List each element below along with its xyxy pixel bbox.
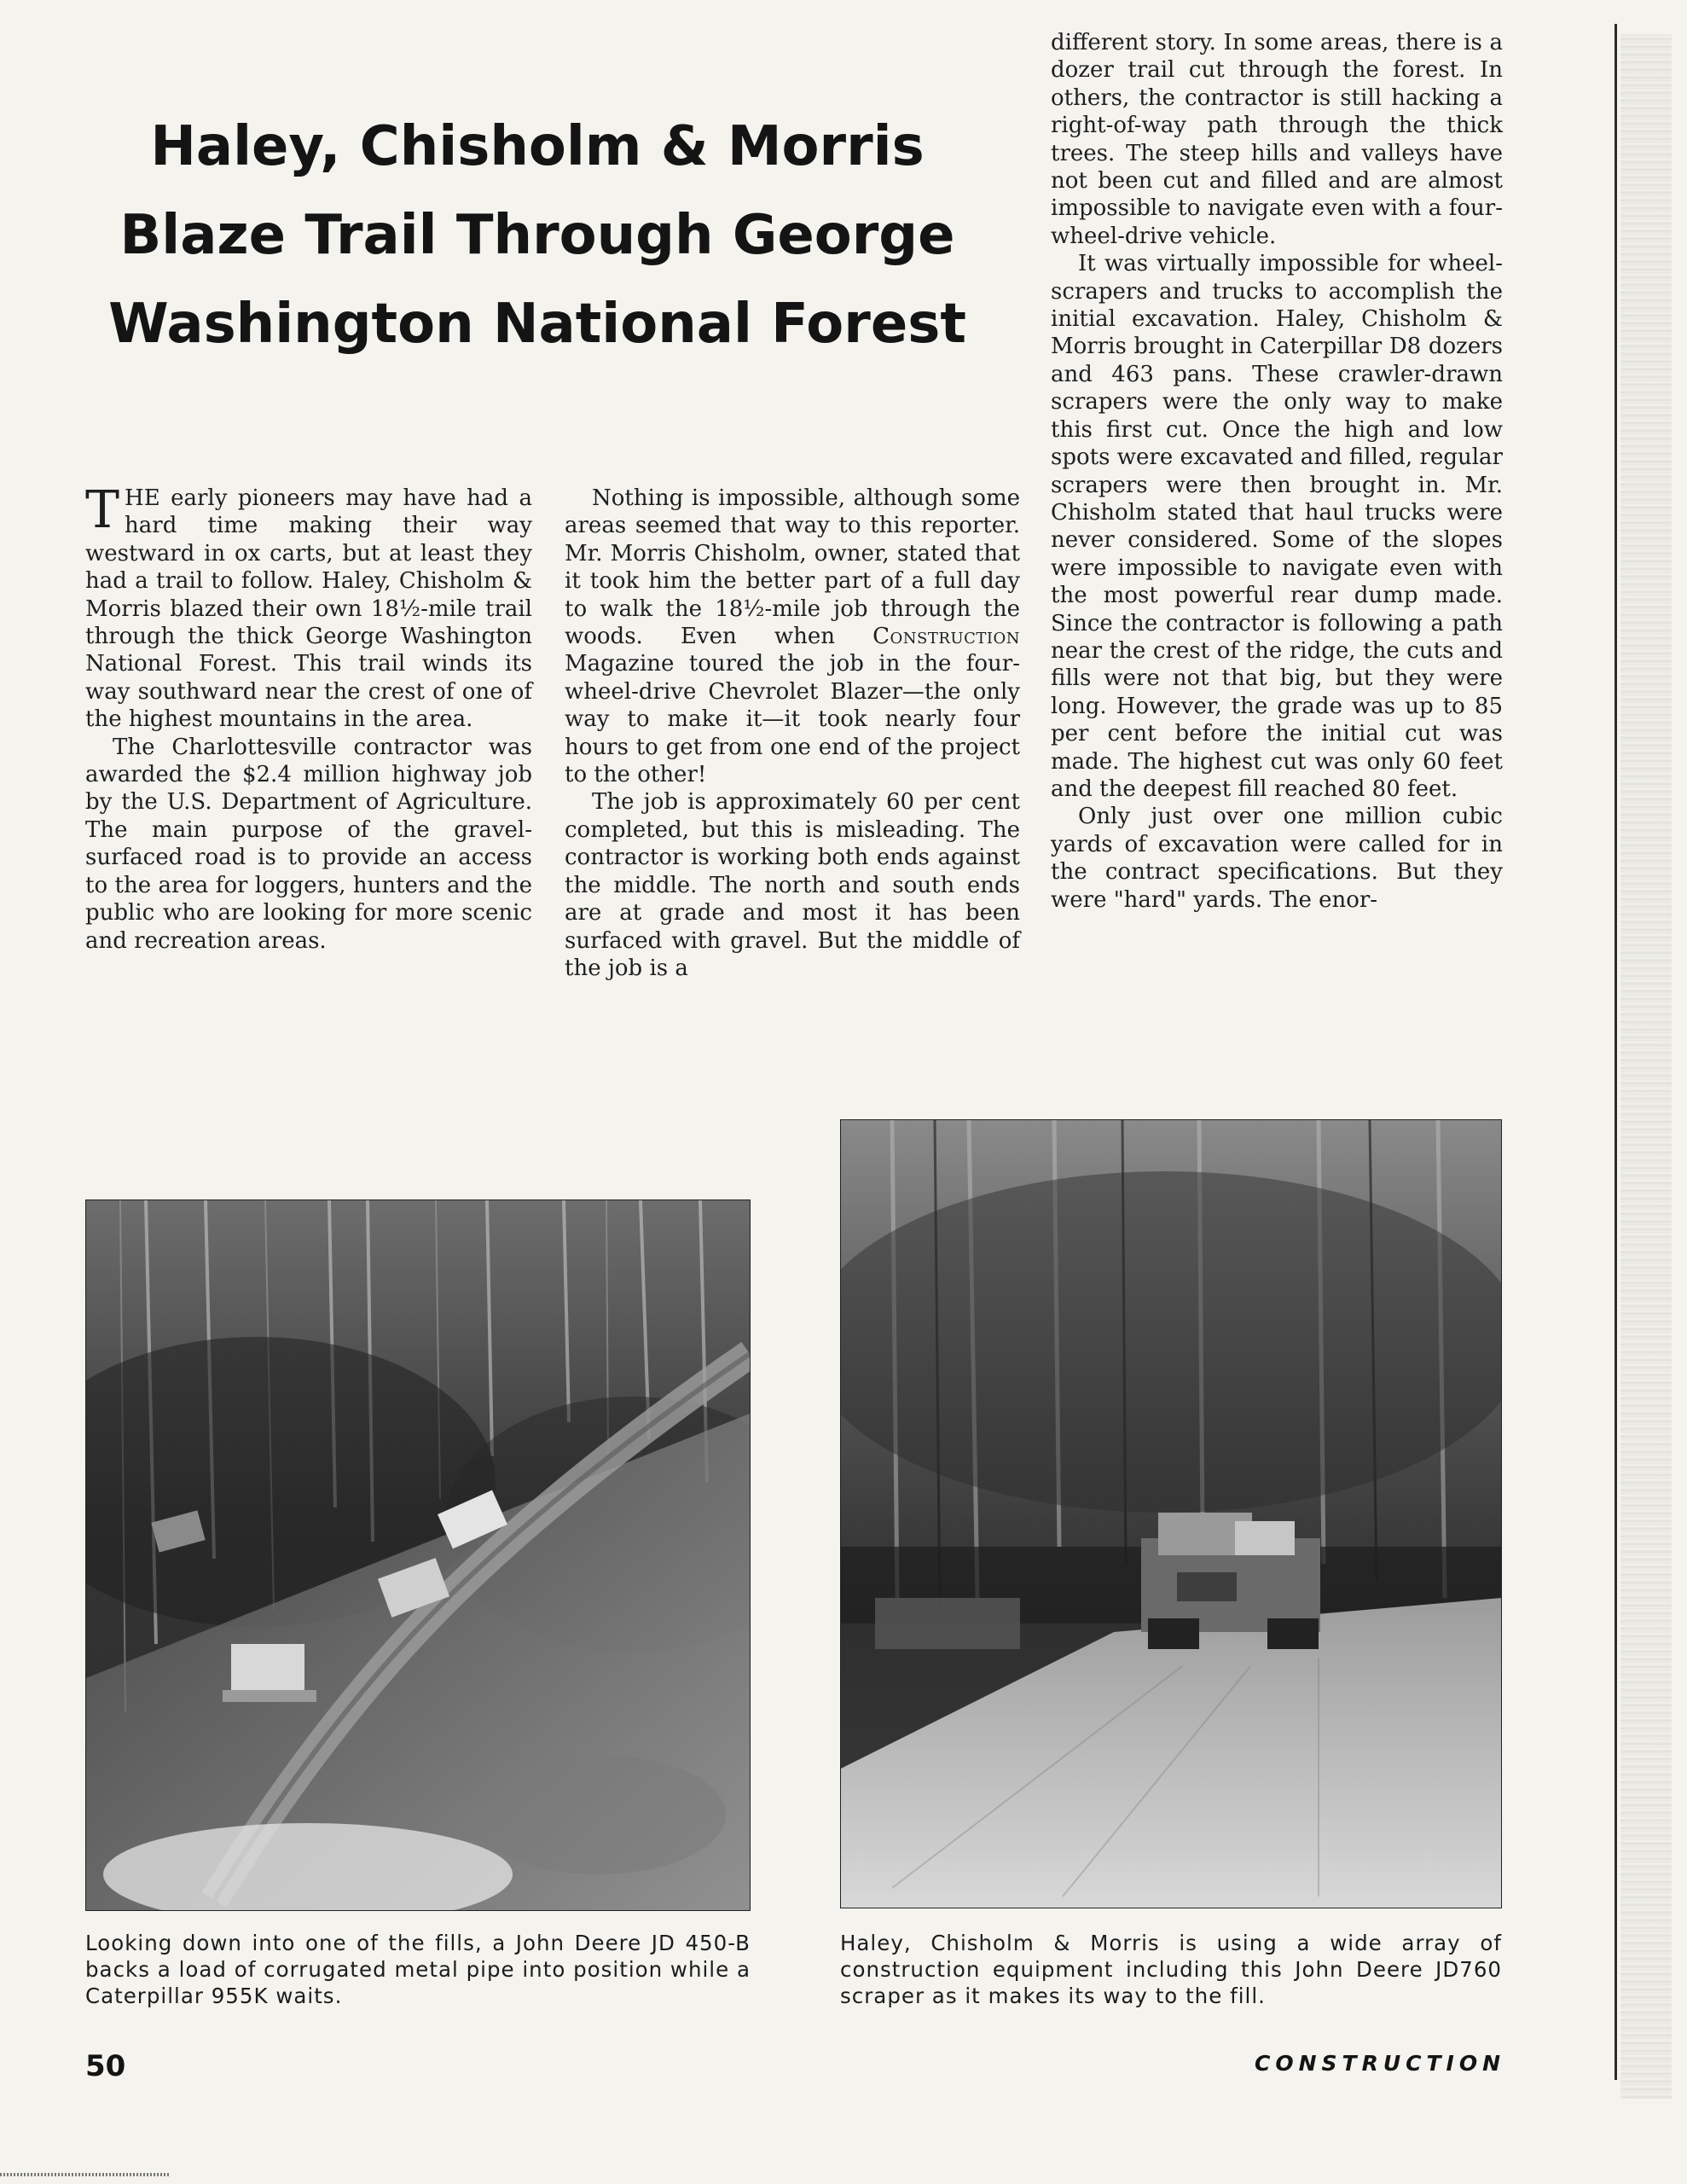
- page-number: 50: [85, 2049, 126, 2083]
- paragraph: It was virtually impossible for wheel-scrapers and trucks to accomplish the initial excavation. Haley, Chisholm & Morris brought in Caterpillar D8 dozers and 463 pans. These crawler-drawn scrapers were the only way to make this first cut. Once the high and low spots were excavated and filled, regular scrapers were then brought in. Mr. Chisholm stated that haul trucks were never considered. Some of the slopes were impossible to navigate even with the most powerful rear dump made. Since the contractor is following a path near the crest of the ridge, the cuts and fills were not that big, but they were long. However, the grade was up to 85 per cent before the initial cut was made. The highest cut was only 60 feet and the deepest fill reached 80 feet.: [1051, 251, 1503, 802]
- paragraph: [565, 485, 1020, 788]
- paragraph-text: Magazine toured the job in the four-wheel-drive Chevrolet Blazer—the only way to make it—it took nearly four hours to get from one end of the project to the other!: [565, 651, 1020, 788]
- text-column-1: [85, 480, 532, 955]
- text-column-3: [1051, 29, 1503, 914]
- page-edge-line: [1615, 24, 1617, 2080]
- paragraph-text: HE early pioneers may have had a hard time making their way westward in ox carts, but at least they had a trail to follow. Haley, Chisholm & Morris blazed their own 18½-mile trail through the thick George Washington National Forest. This trail winds its way southward near the crest of one of the highest mountains in the area.: [85, 485, 532, 733]
- magazine-name-footer: CONSTRUCTION: [1254, 2051, 1505, 2076]
- paragraph: The job is approximately 60 per cent completed, but this is misleading. The contractor is working both ends against the middle. The north and south ends are at grade and most it has been surfaced with gravel. But the middle of the job is a: [565, 789, 1020, 981]
- scan-edge-shadow: [1620, 34, 1672, 2099]
- photo-scraper-road: [840, 1119, 1502, 1908]
- paragraph: different story. In some areas, there is a dozer trail cut through the forest. In others, the contractor is still hacking a right-of-way path through the thick trees. The steep hills and valleys have not been cut and filled and are almost impossible to navigate even with a four-wheel-drive vehicle.: [1051, 30, 1503, 249]
- photo-scraper-road-image: [841, 1120, 1501, 1908]
- paragraph: [85, 480, 532, 734]
- drop-cap: T: [85, 480, 120, 540]
- magazine-name-inline: Construction: [872, 624, 1020, 650]
- text-column-2: [565, 485, 1020, 982]
- photo-caption-1: Looking down into one of the fills, a John Deere JD 450-B backs a load of corrugated metal pipe into position while a Caterpillar 955K waits.: [85, 1931, 751, 2008]
- photo-forest-fill-image: [86, 1200, 750, 1910]
- photo-forest-fill: [85, 1199, 751, 1911]
- paragraph: The Charlottesville contractor was awarded the $2.4 million highway job by the U.S. Department of Agriculture. The main purpose of the gravel-surfaced road is to provide an access to the area for loggers, hunters and the public who are looking for more scenic and recreation areas.: [85, 734, 532, 954]
- scan-artifact-line: [0, 2173, 171, 2176]
- photo-caption-2: Haley, Chisholm & Morris is using a wide array of construction equipment including this John Deere JD760 scraper as it makes its way to the fill.: [840, 1931, 1502, 2008]
- paragraph-text: Nothing is impossible, although some areas seemed that way to this reporter. Mr. Morris Chisholm, owner, stated that it took him the better part of a full day to walk the 18½-mile job through the woods. Even when: [565, 485, 1020, 650]
- paragraph: Only just over one million cubic yards of excavation were called for in the contract specifications. But they were "hard" yards. The enor-: [1051, 804, 1503, 913]
- article-headline: Haley, Chisholm & Morris Blaze Trail Through George Washington National Forest: [108, 115, 966, 356]
